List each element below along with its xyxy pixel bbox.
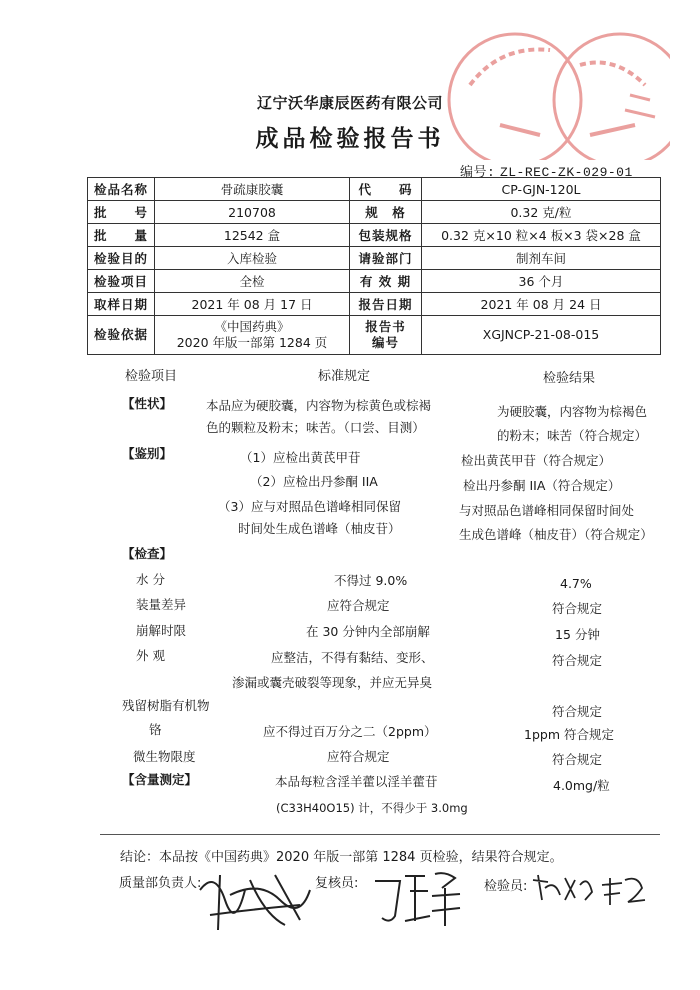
packing: 0.32 克×10 粒×4 板×3 袋×28 盒 bbox=[422, 224, 661, 247]
resin-standard: 应不得过百万分之二（2ppm） bbox=[263, 724, 437, 739]
col-item-header: 检验项目 bbox=[125, 369, 178, 384]
company-name: 辽宁沃华康辰医药有限公司 bbox=[256, 94, 443, 112]
basis-line-2: 2020 年版一部第 1284 页 bbox=[176, 335, 328, 350]
traits-result-2: 的粉末；味苦（符合规定） bbox=[497, 428, 648, 443]
ident-standard-3a: （3）应与对照品色谱峰相同保留 bbox=[218, 499, 401, 514]
sample-date-label: 取样日期 bbox=[88, 293, 155, 316]
validity: 36 个月 bbox=[422, 270, 661, 293]
traits-standard-1: 本品应为硬胶囊，内容物为棕黄色或棕褐 bbox=[206, 398, 432, 413]
disintegration-standard: 在 30 分钟内全部崩解 bbox=[306, 624, 430, 639]
product-info-table bbox=[87, 177, 661, 355]
report-date: 2021 年 08 月 24 日 bbox=[422, 293, 661, 316]
assay-label: 【含量测定】 bbox=[122, 772, 198, 787]
product-name: 骨疏康胶囊 bbox=[155, 178, 350, 201]
ident-result-3b: 生成色谱峰（柚皮苷）（符合规定） bbox=[459, 527, 653, 542]
resin-label-1: 残留树脂有机物 bbox=[122, 698, 210, 713]
packing-label: 包装规格 bbox=[350, 224, 422, 247]
batch-no-label: 批 号 bbox=[88, 201, 155, 224]
disintegration-label: 崩解时限 bbox=[136, 623, 187, 638]
ident-standard-2: （2）应检出丹参酮 IIA bbox=[250, 474, 378, 489]
resin-result-2: 1ppm 符合规定 bbox=[524, 727, 614, 742]
check-label: 【检查】 bbox=[122, 546, 173, 561]
basis-label: 检验依据 bbox=[88, 316, 155, 355]
code-label: 代 码 bbox=[350, 178, 422, 201]
resin-result-1: 符合规定 bbox=[552, 704, 603, 719]
item-label: 检验项目 bbox=[88, 270, 155, 293]
report-no-label bbox=[350, 316, 422, 355]
divider bbox=[100, 834, 660, 835]
code: CP-GJN-120L bbox=[422, 178, 661, 201]
purpose-label: 检验目的 bbox=[88, 247, 155, 270]
appearance-label: 外 观 bbox=[136, 648, 165, 663]
report-no-label-line-2: 编号 bbox=[371, 335, 399, 350]
spec-label: 规 格 bbox=[350, 201, 422, 224]
report-no-label-line-1: 报告书 bbox=[365, 319, 406, 334]
ident-result-3a: 与对照品色谱峰相同保留时间处 bbox=[459, 503, 635, 518]
item: 全检 bbox=[155, 270, 350, 293]
qa-signature bbox=[190, 860, 320, 935]
disintegration-result: 15 分钟 bbox=[555, 627, 600, 642]
ident-label: 【鉴别】 bbox=[122, 446, 173, 461]
conclusion: 结论：本品按《中国药典》2020 年版一部第 1284 页检验，结果符合规定。 bbox=[120, 850, 563, 865]
basis bbox=[155, 316, 350, 355]
inspector-label: 检验员: bbox=[484, 879, 528, 894]
appearance-result: 符合规定 bbox=[552, 653, 603, 668]
spec: 0.32 克/粒 bbox=[422, 201, 661, 224]
product-name-label: 检品名称 bbox=[88, 178, 155, 201]
dept: 制剂车间 bbox=[422, 247, 661, 270]
traits-label: 【性状】 bbox=[122, 396, 173, 411]
sample-date: 2021 年 08 月 17 日 bbox=[155, 293, 350, 316]
assay-result: 4.0mg/粒 bbox=[553, 778, 610, 793]
qa-label: 质量部负责人: bbox=[119, 876, 202, 891]
assay-standard-2: (C33H40O15) 计，不得少于 3.0mg bbox=[276, 801, 468, 815]
microbial-result: 符合规定 bbox=[552, 752, 603, 767]
fill-standard: 应符合规定 bbox=[327, 598, 390, 613]
reviewer-label: 复核员: bbox=[315, 876, 359, 891]
reviewer-signature bbox=[370, 866, 465, 931]
purpose: 入库检验 bbox=[155, 247, 350, 270]
ident-result-1: 检出黄芪甲苷（符合规定） bbox=[461, 453, 612, 468]
col-standard-header: 标准规定 bbox=[318, 369, 371, 384]
batch-no: 210708 bbox=[155, 201, 350, 224]
doc-no-value: ZL-REC-ZK-029-01 bbox=[499, 165, 633, 180]
fill-label: 装量差异 bbox=[136, 597, 187, 612]
report-date-label: 报告日期 bbox=[350, 293, 422, 316]
report-no: XGJNCP-21-08-015 bbox=[422, 316, 661, 355]
appearance-standard-2: 渗漏或囊壳破裂等现象，并应无异臭 bbox=[232, 675, 433, 690]
col-result-header: 检验结果 bbox=[543, 371, 596, 386]
ident-standard-3b: 时间处生成色谱峰（柚皮苷） bbox=[238, 521, 401, 536]
ident-result-2: 检出丹参酮 IIA（符合规定） bbox=[463, 478, 621, 493]
dept-label: 请验部门 bbox=[350, 247, 422, 270]
microbial-label: 微生物限度 bbox=[133, 749, 196, 764]
validity-label: 有 效 期 bbox=[350, 270, 422, 293]
water-result: 4.7% bbox=[560, 576, 592, 591]
ident-standard-1: （1）应检出黄芪甲苷 bbox=[240, 450, 361, 465]
water-standard: 不得过 9.0% bbox=[334, 573, 408, 588]
resin-label-2: 铬 bbox=[149, 722, 162, 737]
report-title: 成品检验报告书 bbox=[255, 126, 445, 152]
traits-result-1: 为硬胶囊，内容物为棕褐色 bbox=[497, 404, 648, 419]
basis-line-1: 《中国药典》 bbox=[214, 319, 290, 334]
doc-no-label: 编号: bbox=[460, 165, 496, 180]
batch-qty: 12542 盒 bbox=[155, 224, 350, 247]
water-label: 水 分 bbox=[136, 572, 165, 587]
assay-standard-1: 本品每粒含淫羊藿以淫羊藿苷 bbox=[275, 774, 438, 789]
batch-qty-label: 批 量 bbox=[88, 224, 155, 247]
inspector-signature bbox=[530, 870, 650, 910]
microbial-standard: 应符合规定 bbox=[327, 749, 390, 764]
appearance-standard-1: 应整洁，不得有黏结、变形、 bbox=[271, 650, 434, 665]
fill-result: 符合规定 bbox=[552, 601, 603, 616]
traits-standard-2: 色的颗粒及粉末；味苦。（口尝、目测） bbox=[206, 420, 425, 435]
